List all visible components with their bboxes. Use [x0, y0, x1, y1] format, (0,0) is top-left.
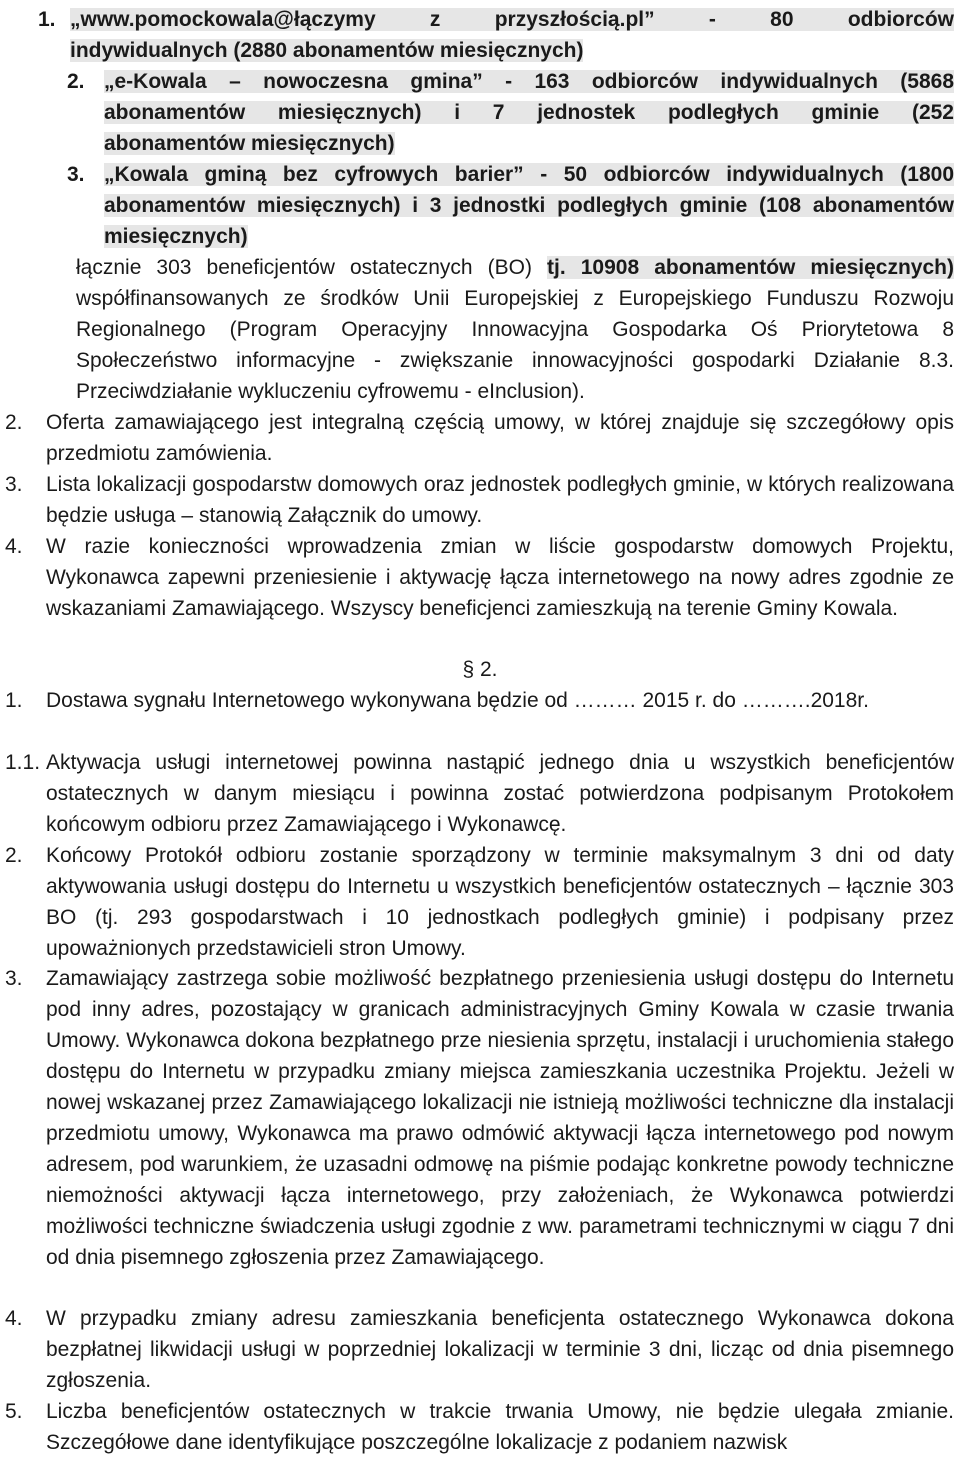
point-number: 3. [5, 473, 23, 496]
section2-point [5, 1303, 954, 1396]
section2-point [5, 840, 954, 964]
point-text: Zamawiający zastrzega sobie możliwość bezpłatnego przeniesienia usługi dostępu do Internetu pod inny adres, pozostający w granicach administracyjnych Gminy Kowala w czasie trwania Umowy. Wykonawca dokona bezpłatnego prze niesienia sprzętu, instalacji i uruchomienia stałego dostępu do Internetu w przypadku zmiany miejsca zamieszkania uczestnika Projektu. Jeżeli w nowej wskazanej przez Zamawiającego lokalizacji nie istnieją możliwości techniczne dla instalacji przedmiotu umowy, Wykonawca ma prawo odmówić aktywacji łącza internetowego pod nowym adresem, pod warunkiem, że uzasadni odmowę na piśmie podając konkretne powody techniczne niemożności aktywacji łącza internetowego, przy założeniach, że Wykonawca potwierdzi możliwości techniczne świadczenia usługi zgodnie z ww. parametrami technicznymi w ciągu 7 dni od dnia pisemnego zgłoszenia przez Zamawiającego. [46, 967, 954, 1269]
section2-point [5, 1396, 954, 1458]
sub-list-line: „www.pomockowala@łączymy z przyszłością.pl” - 80 odbiorców [70, 8, 954, 31]
section2-point [5, 963, 954, 1273]
section2-point [5, 747, 954, 840]
total-paragraph-rest: współfinansowanych ze środków Unii Europejskiej z Europejskiego Funduszu Rozwoju Regionalnego (Program Operacyjny Innowacyjna Gospodarka Oś Priorytetowa 8 Społeczeństwo informacyjne - zwiększanie innowacyjności gospodarki Działanie 8.3. Przeciwdziałanie wykluczeniu cyfrowemu - eInclusion). [76, 287, 954, 403]
point-number: 4. [5, 1307, 23, 1330]
point-text: Końcowy Protokół odbioru zostanie sporządzony w terminie maksymalnym 3 dni od daty aktywowania usługi dostępu do Internetu u wszystkich beneficjentów ostatecznych – łącznie 303 BO (tj. 293 gospodarstwach i 10 jednostkach podległych gminie) i podpisany przez upoważnionych przedstawicieli stron Umowy. [46, 844, 954, 960]
point-number: 1. [5, 689, 23, 712]
sub-list-line: „e-Kowala – nowoczesna gmina” - 163 odbiorców indywidualnych (5868 [104, 70, 954, 93]
point-number: 2. [5, 844, 23, 867]
sub-list-number: 3. [67, 163, 85, 186]
point-number: 4. [5, 535, 23, 558]
sub-list-line: abonamentów miesięcznych) [104, 132, 395, 155]
section1-point [5, 407, 954, 469]
sub-list-number: 2. [67, 70, 85, 93]
point-text: W przypadku zmiany adresu zamieszkania beneficjenta ostatecznego Wykonawca dokona bezpłatnej likwidacji usługi w poprzedniej lokalizacji w terminie 3 dni, licząc od dnia pisemnego zgłoszenia. [46, 1307, 954, 1392]
point-text: Dostawa sygnału Internetowego wykonywana będzie od ……… 2015 r. do ……….2018r. [46, 689, 869, 712]
point-text: Oferta zamawiającego jest integralną częścią umowy, w której znajduje się szczegółowy opis przedmiotu zamówienia. [46, 411, 954, 465]
section1-point [5, 469, 954, 531]
point-text: Lista lokalizacji gospodarstw domowych oraz jednostek podległych gminie, w których realizowana będzie usługa – stanowią Załącznik do umowy. [46, 473, 954, 527]
point-text: Liczba beneficjentów ostatecznych w trakcie trwania Umowy, nie będzie ulegała zmianie. Szczegółowe dane identyfikujące poszczególne lokalizacje z podaniem nazwisk [46, 1400, 954, 1454]
sub-list-line: „Kowala gminą bez cyfrowych barier” - 50 odbiorców indywidualnych (1800 [104, 163, 954, 186]
sub-list-line: abonamentów miesięcznych) i 7 jednostek podległych gminie (252 [104, 101, 954, 124]
section2-point [5, 685, 954, 716]
point-number: 5. [5, 1400, 23, 1423]
section1-point [5, 531, 954, 624]
sub-list-line: abonamentów miesięcznych) i 3 jednostki podległych gminie (108 abonamentów [104, 194, 954, 217]
total-beneficiaries-paragraph [76, 252, 954, 407]
point-text: W razie konieczności wprowadzenia zmian w liście gospodarstw domowych Projektu, Wykonawca zapewni przeniesienie i aktywację łącza internetowego na nowy adres zgodnie ze wskazaniami Zamawiającego. Wszyscy beneficjenci zamieszkują na terenie Gminy Kowala. [46, 535, 954, 620]
sub-list-line: indywidualnych (2880 abonamentów miesięcznych) [70, 39, 584, 62]
point-number: 2. [5, 411, 23, 434]
point-number: 1.1. [5, 751, 41, 774]
sub-list-number: 1. [38, 8, 56, 31]
sub-list-item [67, 159, 954, 252]
sub-list-item [38, 4, 954, 66]
sub-list-item [67, 66, 954, 159]
section-heading: § 2. [462, 658, 498, 681]
sub-list-line: miesięcznych) [104, 225, 248, 248]
point-text: Aktywacja usługi internetowej powinna nastąpić jednego dnia u wszystkich beneficjentów ostatecznych w danym miesiącu i powinna zostać potwierdzona podpisanym Protokołem końcowym odbioru przez Zamawiającego i Wykonawcę. [46, 751, 954, 836]
point-number: 3. [5, 967, 23, 990]
total-line-highlight: tj. 10908 abonamentów miesięcznych) [547, 256, 954, 279]
total-line-plain: łącznie 303 beneficjentów ostatecznych (BO) [76, 256, 548, 279]
